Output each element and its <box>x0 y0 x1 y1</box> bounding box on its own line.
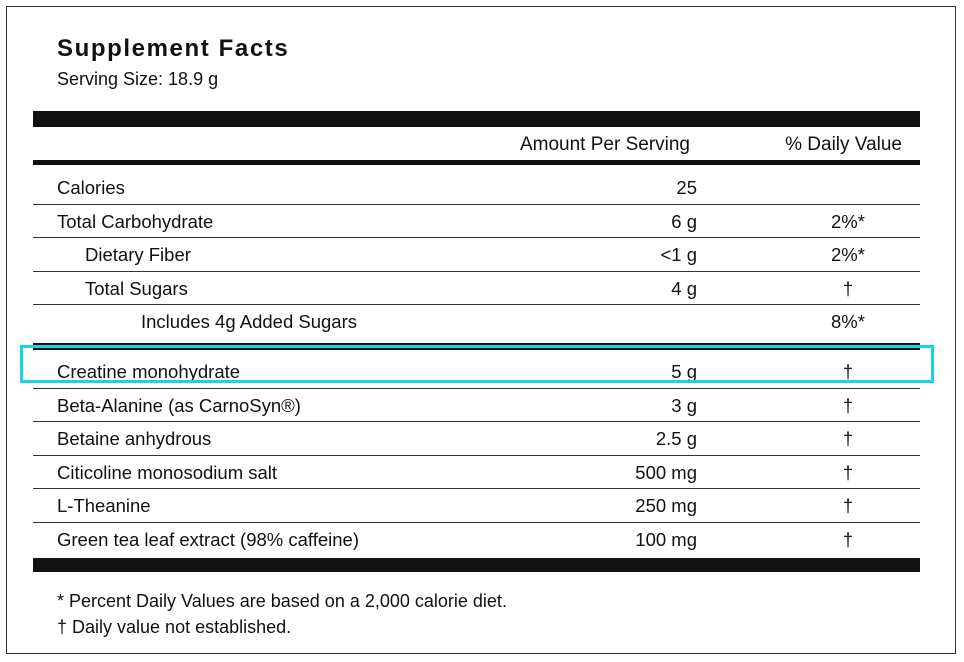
thick-divider-bottom <box>33 558 920 572</box>
row-amount: 25 <box>676 177 697 198</box>
row-daily-value: 2%* <box>831 244 865 266</box>
row-name: Creatine monohydrate <box>57 361 241 382</box>
row-name: L-Theanine <box>57 495 151 517</box>
header-daily-value: % Daily Value <box>785 134 902 155</box>
ingredient-row-green-tea <box>33 523 920 557</box>
row-daily-value: † <box>842 528 854 550</box>
nutrition-row-dietary-fiber <box>33 238 920 272</box>
footnote-not-established: † Daily value not established. <box>57 617 292 637</box>
ingredient-row-betaine <box>33 422 920 456</box>
ingredient-row-creatine <box>33 355 920 389</box>
header-divider <box>33 160 920 165</box>
row-amount: 250 mg <box>635 495 697 517</box>
row-daily-value: 8%* <box>831 311 865 333</box>
nutrition-row-calories <box>33 171 920 205</box>
serving-size: Serving Size: 18.9 g <box>57 69 219 89</box>
nutrition-rows <box>33 171 920 339</box>
ingredient-rows <box>33 355 920 557</box>
row-name: Total Carbohydrate <box>57 210 214 232</box>
row-daily-value: † <box>842 277 854 299</box>
footnote-daily-values: * Percent Daily Values are based on a 2,000 calorie diet. <box>57 591 507 611</box>
row-name: Betaine anhydrous <box>57 428 212 450</box>
header-amount-per-serving: Amount Per Serving <box>519 134 690 155</box>
row-name: Citicoline monosodium salt <box>57 461 278 483</box>
row-amount: 4 g <box>671 277 697 299</box>
row-name: Dietary Fiber <box>85 244 191 266</box>
thick-divider-top <box>33 111 920 127</box>
ingredient-row-citicoline <box>33 456 920 490</box>
row-amount: 500 mg <box>635 461 697 483</box>
nutrition-row-added-sugars <box>33 305 920 339</box>
row-name: Calories <box>57 177 125 198</box>
row-name: Green tea leaf extract (98% caffeine) <box>57 528 359 550</box>
nutrition-row-total-carbohydrate <box>33 205 920 239</box>
row-amount: 100 mg <box>635 528 697 550</box>
row-daily-value: † <box>842 361 854 382</box>
row-amount: 3 g <box>671 394 697 416</box>
row-amount: 2.5 g <box>655 428 697 450</box>
row-daily-value: † <box>842 394 854 416</box>
row-amount: <1 g <box>660 244 697 266</box>
row-name: Beta-Alanine (as CarnoSyn®) <box>57 394 301 416</box>
row-daily-value: 2%* <box>831 210 865 232</box>
row-daily-value: † <box>842 461 854 483</box>
row-amount: 6 g <box>671 210 697 232</box>
panel-title: Supplement Facts <box>57 35 290 62</box>
row-name: Total Sugars <box>85 277 188 299</box>
row-daily-value: † <box>842 495 854 517</box>
thick-divider-middle <box>33 343 920 350</box>
row-amount: 5 g <box>671 361 697 382</box>
row-daily-value: † <box>842 428 854 450</box>
row-name: Includes 4g Added Sugars <box>141 311 357 333</box>
supplement-facts-panel <box>6 6 956 654</box>
ingredient-row-beta-alanine <box>33 389 920 423</box>
nutrition-row-total-sugars <box>33 272 920 306</box>
ingredient-row-l-theanine <box>33 489 920 523</box>
